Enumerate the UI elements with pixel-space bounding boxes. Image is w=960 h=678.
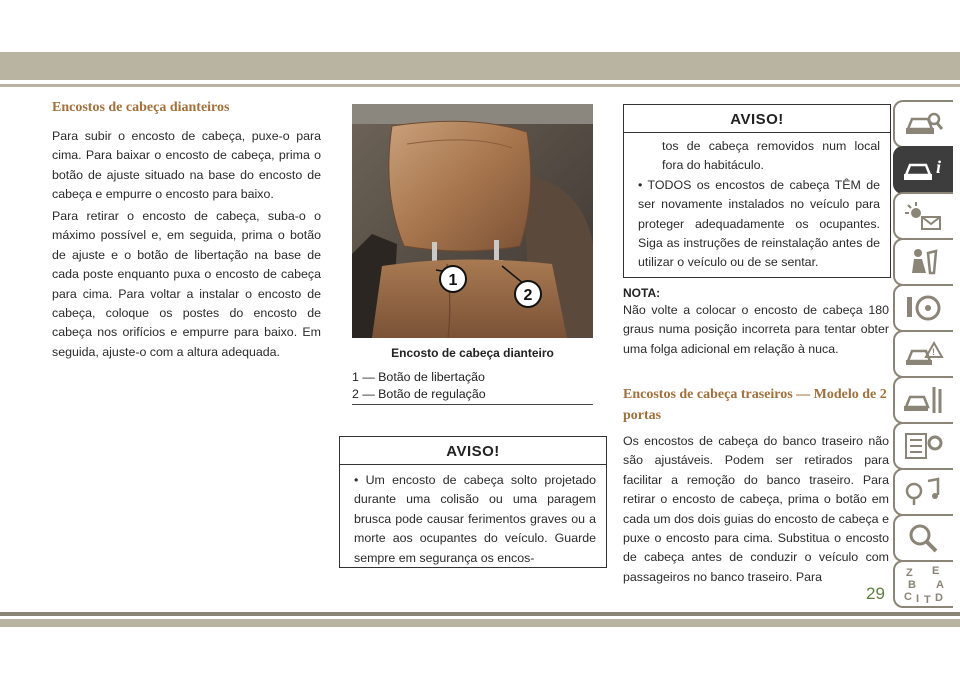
tab-magnifier[interactable] — [893, 514, 953, 562]
note-text: Não volte a colocar o encosto de cabeça 180 graus numa posição incorreta para tentar obter uma folga adicional em relação à nuca. — [623, 303, 889, 356]
page-number: 29 — [866, 584, 885, 603]
svg-text:I: I — [916, 593, 920, 604]
warning-title-1: AVISO! — [340, 437, 606, 465]
section-heading-front: Encostos de cabeça dianteiros — [52, 100, 230, 115]
svg-text:B: B — [908, 579, 916, 591]
note-label: NOTA: — [623, 286, 661, 300]
headrest-photo — [352, 104, 593, 338]
warning-box-2 — [623, 104, 891, 278]
svg-text:2: 2 — [523, 287, 533, 304]
tab-car-warning[interactable] — [893, 330, 953, 378]
svg-text:!: ! — [932, 347, 935, 357]
settings-list-icon — [904, 431, 944, 461]
footer-rule — [0, 612, 960, 616]
car-info-icon — [902, 155, 946, 185]
section-heading-rear: Encostos de cabeça traseiros — Modelo de 2 portas — [623, 387, 887, 423]
svg-text:A: A — [936, 579, 944, 591]
header-rule — [0, 84, 960, 87]
dashboard-lights-icon — [904, 201, 944, 231]
paragraph-raise-lower: Para subir o encosto de cabeça, puxe-o para cima. Para baixar o encosto de cabeça, prima o botão de ajuste situado na base do encosto de cabeça e empurre o encosto para baixo. — [52, 129, 321, 202]
warning-title-2: AVISO! — [624, 105, 890, 133]
magnifier-icon — [904, 523, 944, 553]
callout-2 — [515, 281, 541, 307]
tab-car-tools[interactable] — [893, 376, 953, 424]
car-tools-icon — [904, 385, 944, 415]
tab-settings-list[interactable] — [893, 422, 953, 470]
tab-airbag-seat[interactable] — [893, 238, 953, 286]
music-navigation-icon — [904, 477, 944, 507]
tab-car-search[interactable] — [893, 100, 953, 148]
paragraph-remove-install: Para retirar o encosto de cabeça, suba-o o máximo possível e, em seguida, prima o botão de ajuste e o botão de libertação na base de cada poste enquanto puxa o encosto de cabeça para cima. Para voltar a instalar o encosto de cabeça, coloque os postes do encosto de cabeça nos orifícios e empurre para baixo. Em seguida, ajuste-o com a altura adequada. — [52, 209, 321, 359]
alphabet-index-icon — [902, 564, 946, 604]
svg-text:T: T — [924, 594, 931, 604]
tab-steering-wheel[interactable] — [893, 284, 953, 332]
paragraph-rear-headrests: Os encostos de cabeça do banco traseiro não são ajustáveis. Podem ser retirados para facilitar a remoção do banco traseiro. Para retirar o encosto de cabeça, prima o botão em cada um dos dois guias do encosto de cabeça e puxe o encosto para cima. Substitua o encosto de cabeça antes de conduzir o veículo com passageiros no banco traseiro. Para — [623, 434, 889, 584]
svg-text:Z: Z — [906, 567, 913, 579]
legend-divider — [352, 404, 593, 405]
svg-text:E: E — [932, 565, 940, 577]
warning-text-2b: • TODOS os encostos de cabeça TÊM de ser novamente instalados no veículo para proteger adequadamente os ocupantes. Siga as instruções de reinstalação antes de utilizar o veículo ou de se sentar. — [638, 177, 880, 270]
tab-dashboard-lights[interactable] — [893, 192, 953, 240]
tab-alphabet-index[interactable] — [893, 560, 953, 608]
footer-band — [0, 619, 960, 627]
steering-wheel-icon — [904, 293, 944, 323]
figure-legend-1: 1 — Botão de libertação — [352, 370, 485, 384]
warning-text-2a: tos de cabeça removidos num local fora do habitáculo. — [662, 139, 880, 173]
figure-legend-2: 2 — Botão de regulação — [352, 387, 486, 401]
tab-music-navigation[interactable] — [893, 468, 953, 516]
car-warning-icon — [904, 339, 944, 369]
callout-1 — [440, 266, 466, 292]
svg-text:C: C — [904, 591, 912, 603]
svg-text:1: 1 — [448, 272, 458, 289]
header-band — [0, 52, 960, 80]
svg-text:D: D — [935, 592, 943, 604]
airbag-seat-icon — [904, 247, 944, 277]
figure-caption: Encosto de cabeça dianteiro — [391, 346, 554, 360]
warning-box-1 — [339, 436, 607, 568]
svg-text:i: i — [936, 157, 942, 177]
warning-text-1: • Um encosto de cabeça solto projetado durante uma colisão ou uma paragem brusca pode causar ferimentos graves ou a morte aos ocupantes do veículo. Guarde sempre em segurança os encos- — [354, 473, 596, 565]
tab-car-info[interactable] — [893, 146, 953, 194]
car-search-icon — [904, 109, 944, 139]
